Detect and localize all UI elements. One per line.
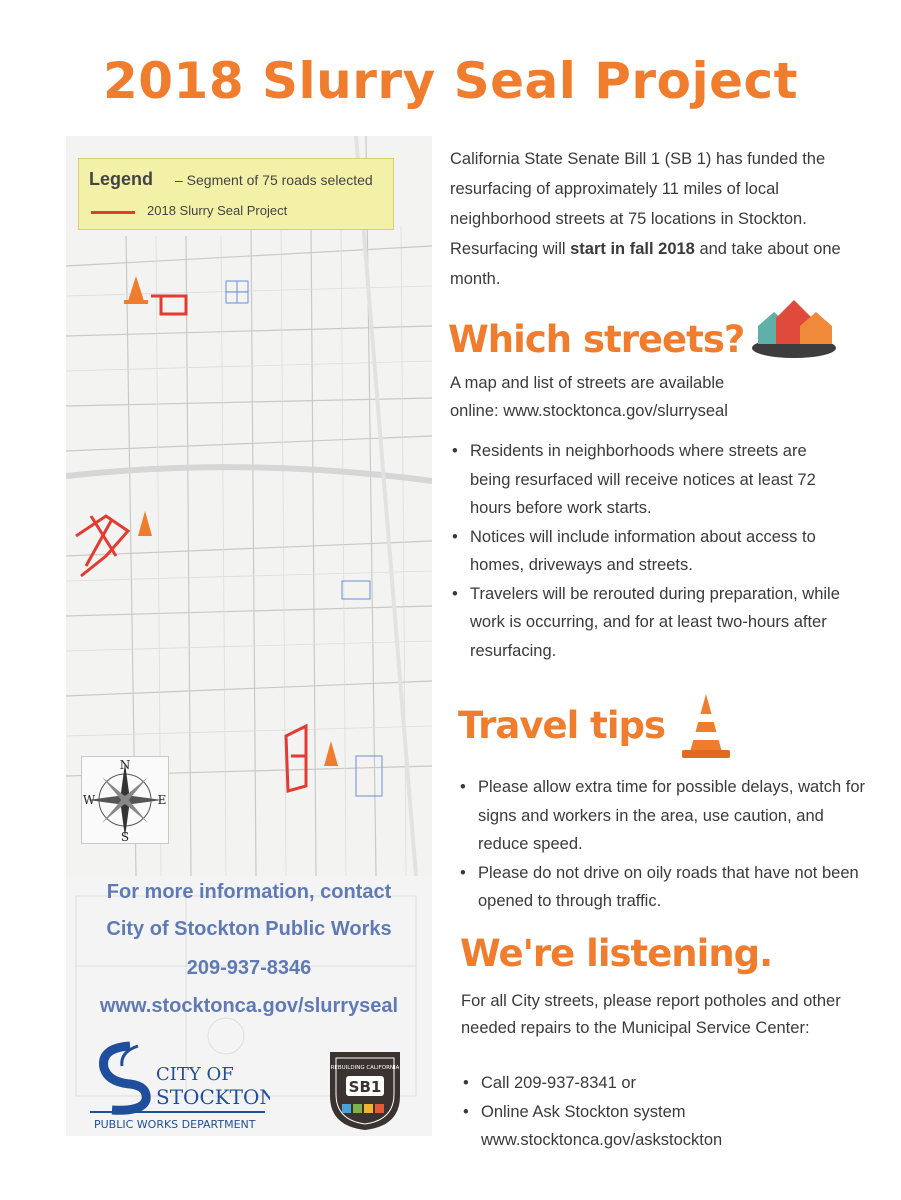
tips-bullet-list xyxy=(458,773,868,916)
houses-graphic xyxy=(748,296,840,362)
intro-text-1: California State Senate Bill 1 (SB 1) has funded the resurfacing of approximately 11 miles of local neighborhood streets at 75 locations in Stockton. Resurfacing will xyxy=(450,150,826,258)
listening-bullet: • Call 209-937-8341 or xyxy=(461,1069,861,1098)
listening-lead: For all City streets, please report potholes and other needed repairs to the Municipal Service Center: xyxy=(461,992,841,1037)
legend-item: 2018 Slurry Seal Project xyxy=(147,203,288,218)
logo-department: PUBLIC WORKS DEPARTMENT xyxy=(94,1118,256,1131)
compass-w: W xyxy=(82,793,96,807)
legend-title: Legend xyxy=(89,169,154,189)
streets-bullet: • Travelers will be rerouted during preparation, while work is occurring, and for at least two-hours after resurfacing. xyxy=(450,580,850,666)
listening-bullet-list xyxy=(461,1069,861,1155)
logo-city-of: CITY OF xyxy=(156,1064,234,1085)
logo-stockton: STOCKTON xyxy=(156,1085,270,1109)
were-listening-heading: We're listening. xyxy=(460,932,773,975)
which-streets-heading: Which streets? xyxy=(448,318,745,361)
sb1-label: SB1 xyxy=(348,1078,382,1096)
traffic-cone-icon xyxy=(678,692,734,762)
streets-bullet: • Residents in neighborhoods where streets are being resurfaced will receive notices at least 72 hours before work starts. xyxy=(450,437,850,523)
resurfaced-roads xyxy=(76,296,306,791)
compass-n: N xyxy=(119,758,131,772)
compass-s: S xyxy=(120,830,130,843)
compass-icon xyxy=(82,757,168,843)
contact-line-1: For more information, contact xyxy=(106,881,392,903)
sb1-badge-icon xyxy=(322,1046,408,1132)
streets-lead-1: A map and list of streets are available xyxy=(450,374,725,392)
legend-road-swatch xyxy=(91,211,135,214)
contact-phone: 209-937-8346 xyxy=(186,957,312,979)
travel-tips-heading: Travel tips xyxy=(458,704,666,747)
houses-icon xyxy=(748,296,840,362)
intro-paragraph xyxy=(450,144,860,294)
city-of-stockton-logo xyxy=(90,1040,270,1132)
streets-lead-2: online: www.stocktonca.gov/slurryseal xyxy=(450,402,728,420)
traffic-cone-graphic xyxy=(678,692,734,762)
compass-rose xyxy=(81,756,169,844)
intro-text-2: and take about one month. xyxy=(450,240,841,288)
tips-bullet: • Please allow extra time for possible delays, watch for signs and workers in the area, use caution, and reduce speed. xyxy=(458,773,868,859)
compass-e: E xyxy=(157,793,167,807)
streets-bullet: • Notices will include information about access to homes, driveways and streets. xyxy=(450,523,850,580)
contact-url[interactable]: www.stocktonca.gov/slurryseal xyxy=(99,995,399,1017)
sb1-arc-text: REBUILDING CALIFORNIA xyxy=(330,1065,400,1071)
legend-subtitle: – Segment of 75 roads selected xyxy=(175,172,373,188)
tips-bullet: • Please do not drive on oily roads that have not been opened to through traffic. xyxy=(458,859,868,916)
intro-bold: start in fall 2018 xyxy=(570,240,695,258)
streets-bullet-list xyxy=(450,437,850,665)
stockton-logo-graphic xyxy=(90,1040,270,1132)
map-legend xyxy=(78,158,394,230)
contact-line-2: City of Stockton Public Works xyxy=(106,918,392,940)
sb1-logo xyxy=(322,1046,408,1132)
page-title: 2018 Slurry Seal Project xyxy=(102,52,799,110)
listening-bullet: • Online Ask Stockton system www.stocktonca.gov/askstockton xyxy=(461,1098,861,1155)
